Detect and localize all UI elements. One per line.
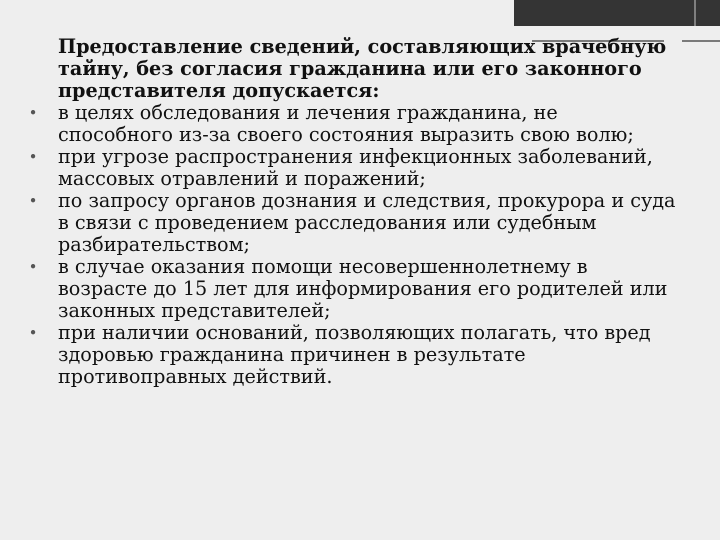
bullet-icon: • [28,192,38,210]
bullet-list [28,101,678,388]
list-item-text: по запросу органов дознания и следствия, прокурора и суда в связи с проведением расследования или судебным разбирательством; [58,189,676,256]
decorative-header-divider [694,0,696,26]
list-item [28,255,678,322]
slide-heading: Предоставление сведений, составляющих врачебную тайну, без согласия гражданина или его законного представителя допускается: [58,35,667,102]
decorative-rule-right [682,40,720,42]
slide-content [28,35,678,388]
bullet-icon: • [28,148,38,166]
bullet-icon: • [28,258,38,276]
list-item [28,101,678,146]
list-item [28,321,678,388]
list-item [28,145,678,190]
decorative-header-block [514,0,720,26]
bullet-icon: • [28,324,38,342]
list-item-text: в случае оказания помощи несовершеннолетнему в возрасте до 15 лет для информирования его родителей или законных представителей; [58,255,668,322]
bullet-icon: • [28,104,38,122]
list-item-text: при угрозе распространения инфекционных заболеваний, массовых отравлений и поражений; [58,145,653,190]
list-item-text: при наличии оснований, позволяющих полагать, что вред здоровью гражданина причинен в результате противоправных действий. [58,321,651,388]
list-item [28,189,678,256]
list-item-text: в целях обследования и лечения гражданина, не способного из-за своего состояния выразить свою волю; [58,101,634,146]
